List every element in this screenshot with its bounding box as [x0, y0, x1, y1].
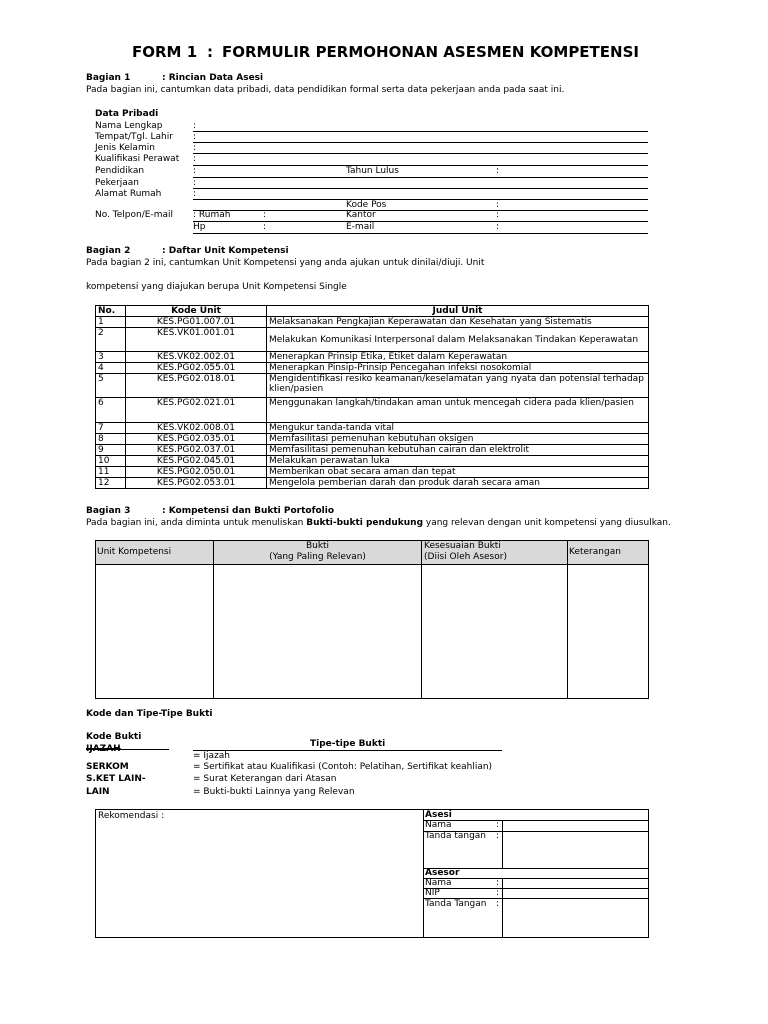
- bagian2-intro-1: Pada bagian 2 ini, cantumkan Unit Kompetensi yang anda ajukan untuk dinilai/diuji. Unit: [86, 258, 485, 268]
- asesi-ttd-label: Tanda tangan: [425, 831, 486, 841]
- input-line-pendidikan[interactable]: [193, 177, 648, 178]
- row-kode: KES.PG02.021.01: [126, 398, 267, 423]
- row-kode: KES.VK01.001.01: [126, 328, 267, 352]
- tipe-bukti-label: Tipe-tipe Bukti: [310, 739, 386, 749]
- field-colon: :: [193, 189, 197, 199]
- table-header-judul: Judul Unit: [267, 306, 649, 317]
- field-colon: :: [496, 888, 500, 898]
- bagian3-intro-bold: Bukti-bukti pendukung: [306, 518, 424, 528]
- field-colon: :: [496, 166, 500, 176]
- input-line-ttl[interactable]: [193, 142, 648, 143]
- email-label: E-mail: [346, 222, 375, 232]
- kode-bukti-label: Kode Bukti: [86, 732, 142, 742]
- row-judul: Menerapkan Prinsip Etika, Etiket dalam Keperawatan: [267, 352, 649, 363]
- table-row: [96, 434, 649, 445]
- title-separator: :: [207, 43, 213, 61]
- bagian2-label: Bagian 2: [86, 246, 131, 256]
- table-row: [96, 456, 649, 467]
- field-colon: :: [263, 222, 267, 232]
- row-kode: KES.VK02.008.01: [126, 423, 267, 434]
- input-line-hp[interactable]: [193, 233, 648, 234]
- field-colon: :: [496, 878, 500, 888]
- bagian3-intro-pre: Pada bagian ini, anda diminta untuk menuliskan: [86, 518, 307, 528]
- portfolio-header-divider: [95, 564, 649, 565]
- rumah-label: : Rumah: [193, 210, 231, 220]
- field-label: Pekerjaan: [95, 178, 140, 188]
- table-row: [96, 445, 649, 456]
- table-row: [96, 328, 649, 352]
- bagian1-intro: Pada bagian ini, cantumkan data pribadi, data pendidikan formal serta data pekerjaan anda pada saat ini.: [86, 85, 565, 95]
- row-kode: KES.PG02.045.01: [126, 456, 267, 467]
- row-kode: KES.VK02.002.01: [126, 352, 267, 363]
- field-label: Nama Lengkap: [95, 121, 163, 131]
- kode-code: SERKOM: [86, 762, 129, 772]
- rekom-top-line: [95, 809, 648, 810]
- row-no: 9: [96, 445, 126, 456]
- field-colon: :: [496, 831, 500, 841]
- bagian3-label: Bagian 3: [86, 506, 131, 516]
- row-judul: Melaksanakan Pengkajian Keperawatan dan Kesehatan yang Sistematis: [267, 317, 649, 328]
- portfolio-col-divider: [421, 540, 422, 698]
- row-judul: Memfasilitasi pemenuhan kebutuhan oksigen: [267, 434, 649, 445]
- field-label: Tempat/Tgl. Lahir: [95, 132, 173, 142]
- table-header-no: No.: [96, 306, 126, 317]
- row-no: 10: [96, 456, 126, 467]
- page-title: FORMULIR PERMOHONAN ASESMEN KOMPETENSI: [222, 43, 639, 61]
- row-judul: Mengidentifikasi resiko keamanan/keselamatan yang nyata dan potensial terhadap klien/pasien: [267, 374, 649, 398]
- field-colon: :: [193, 121, 197, 131]
- input-line-nama[interactable]: [193, 131, 648, 132]
- row-kode: KES.PG01.007.01: [126, 317, 267, 328]
- row-kode: KES.PG02.055.01: [126, 363, 267, 374]
- input-line-pekerjaan[interactable]: [193, 188, 648, 189]
- kode-desc: = Bukti-bukti Lainnya yang Relevan: [193, 787, 355, 797]
- input-line-kualifikasi[interactable]: [193, 165, 648, 166]
- kode-pos-label: Kode Pos: [346, 200, 387, 210]
- row-no: 12: [96, 478, 126, 489]
- table-row: [96, 398, 649, 423]
- field-colon: :: [496, 820, 500, 830]
- field-colon: :: [496, 200, 500, 210]
- row-judul: Melakukan perawatan luka: [267, 456, 649, 467]
- row-kode: KES.PG02.035.01: [126, 434, 267, 445]
- row-no: 8: [96, 434, 126, 445]
- field-colon: :: [193, 178, 197, 188]
- input-line-alamat[interactable]: [193, 199, 648, 200]
- row-no: 11: [96, 467, 126, 478]
- field-label: Pendidikan: [95, 166, 145, 176]
- table-row: [96, 317, 649, 328]
- field-label: Kualifikasi Perawat: [95, 154, 180, 164]
- asesor-line: [423, 888, 648, 889]
- row-no: 1: [96, 317, 126, 328]
- row-no: 5: [96, 374, 126, 398]
- row-no: 7: [96, 423, 126, 434]
- form-number: FORM 1: [132, 43, 198, 61]
- col-unit-kompetensi: Unit Kompetensi: [97, 547, 172, 557]
- field-colon: :: [193, 166, 197, 176]
- row-kode: KES.PG02.037.01: [126, 445, 267, 456]
- table-header-kode: Kode Unit: [126, 306, 267, 317]
- field-label: Jenis Kelamin: [95, 143, 155, 153]
- hp-label: Hp: [193, 222, 206, 232]
- bagian2-heading: : Daftar Unit Kompetensi: [162, 246, 289, 256]
- asesi-nama-label: Nama: [425, 820, 452, 830]
- asesi-col-divider: [502, 820, 503, 868]
- field-label: Alamat Rumah: [95, 189, 162, 199]
- asesor-nama-label: Nama: [425, 878, 452, 888]
- table-row: [96, 467, 649, 478]
- col-bukti-1: Bukti: [305, 541, 330, 551]
- row-kode: KES.PG02.050.01: [126, 467, 267, 478]
- row-judul: Melakukan Komunikasi Interpersonal dalam Melaksanakan Tindakan Keperawatan: [267, 328, 649, 352]
- col-keterangan: Keterangan: [569, 547, 621, 557]
- input-line-jk[interactable]: [193, 153, 648, 154]
- portfolio-col-divider: [567, 540, 568, 698]
- kode-desc: = Surat Keterangan dari Atasan: [193, 774, 337, 784]
- bagian3-intro: [86, 518, 671, 529]
- kode-heading: Kode dan Tipe-Tipe Bukti: [86, 709, 213, 719]
- table-row: [96, 478, 649, 489]
- bagian3-heading: : Kompetensi dan Bukti Portofolio: [162, 506, 335, 516]
- field-colon: :: [193, 143, 197, 153]
- col-kesesuaian-1: Kesesuaian Bukti: [424, 541, 501, 551]
- table-row: [96, 374, 649, 398]
- kode-desc: = Ijazah: [193, 751, 231, 761]
- asesor-nip-label: NIP: [425, 888, 440, 898]
- row-judul: Mengelola pemberian darah dan produk darah secara aman: [267, 478, 649, 489]
- field-colon: :: [496, 222, 500, 232]
- input-line-rumah[interactable]: [193, 221, 648, 222]
- row-no: 6: [96, 398, 126, 423]
- tipe-bukti-underline: [193, 750, 502, 751]
- asesor-line: [423, 878, 648, 879]
- rekomendasi-box: [95, 809, 649, 938]
- table-row: [96, 352, 649, 363]
- bagian2-intro-2: kompetensi yang diajukan berupa Unit Kompetensi Single: [86, 282, 347, 292]
- bagian1-label: Bagian 1: [86, 73, 131, 83]
- kode-desc: = Sertifikat atau Kualifikasi (Contoh: Pelatihan, Sertifikat keahlian): [193, 762, 493, 772]
- tahun-lulus-label: Tahun Lulus: [346, 166, 399, 176]
- asesi-heading: Asesi: [425, 810, 452, 820]
- input-line-kodepos[interactable]: [193, 210, 648, 211]
- rekomendasi-label: Rekomendasi :: [98, 811, 165, 821]
- field-colon: :: [193, 132, 197, 142]
- kantor-label: Kantor: [346, 210, 376, 220]
- kode-strike-line: [86, 749, 169, 750]
- asesor-heading: Asesor: [425, 868, 460, 878]
- row-no: 4: [96, 363, 126, 374]
- bagian3-intro-post: yang relevan dengan unit kompetensi yang diusulkan.: [423, 518, 671, 528]
- field-colon: :: [193, 154, 197, 164]
- asesor-col-divider: [502, 878, 503, 937]
- row-no: 3: [96, 352, 126, 363]
- kode-code: LAIN: [86, 787, 110, 797]
- asesi-line: [423, 820, 648, 821]
- table-row: [96, 423, 649, 434]
- field-colon: :: [496, 210, 500, 220]
- unit-table: [95, 305, 649, 489]
- row-judul: Memfasilitasi pemenuhan kebutuhan cairan dan elektrolit: [267, 445, 649, 456]
- bagian1-heading: : Rincian Data Asesi: [162, 73, 264, 83]
- field-colon: :: [263, 210, 267, 220]
- asesor-ttd-label: Tanda Tangan: [425, 899, 487, 909]
- data-pribadi-heading: Data Pribadi: [95, 109, 159, 119]
- portfolio-col-divider: [213, 540, 214, 698]
- row-kode: KES.PG02.018.01: [126, 374, 267, 398]
- kode-code: S.KET LAIN-: [86, 774, 146, 784]
- row-no: 2: [96, 328, 126, 352]
- rekom-divider: [423, 809, 424, 938]
- table-row: [96, 363, 649, 374]
- field-label-telpon: No. Telpon/E-mail: [95, 210, 173, 220]
- field-colon: :: [496, 899, 500, 909]
- col-kesesuaian-2: (Diisi Oleh Asesor): [424, 552, 507, 562]
- row-judul: Menerapkan Pinsip-Prinsip Pencegahan infeksi nosokomial: [267, 363, 649, 374]
- kode-code: IJAZAH: [86, 744, 121, 754]
- row-kode: KES.PG02.053.01: [126, 478, 267, 489]
- row-judul: Menggunakan langkah/tindakan aman untuk mencegah cidera pada klien/pasien: [267, 398, 649, 423]
- col-bukti-2: (Yang Paling Relevan): [269, 552, 366, 562]
- row-judul: Memberikan obat secara aman dan tepat: [267, 467, 649, 478]
- row-judul: Mengukur tanda-tanda vital: [267, 423, 649, 434]
